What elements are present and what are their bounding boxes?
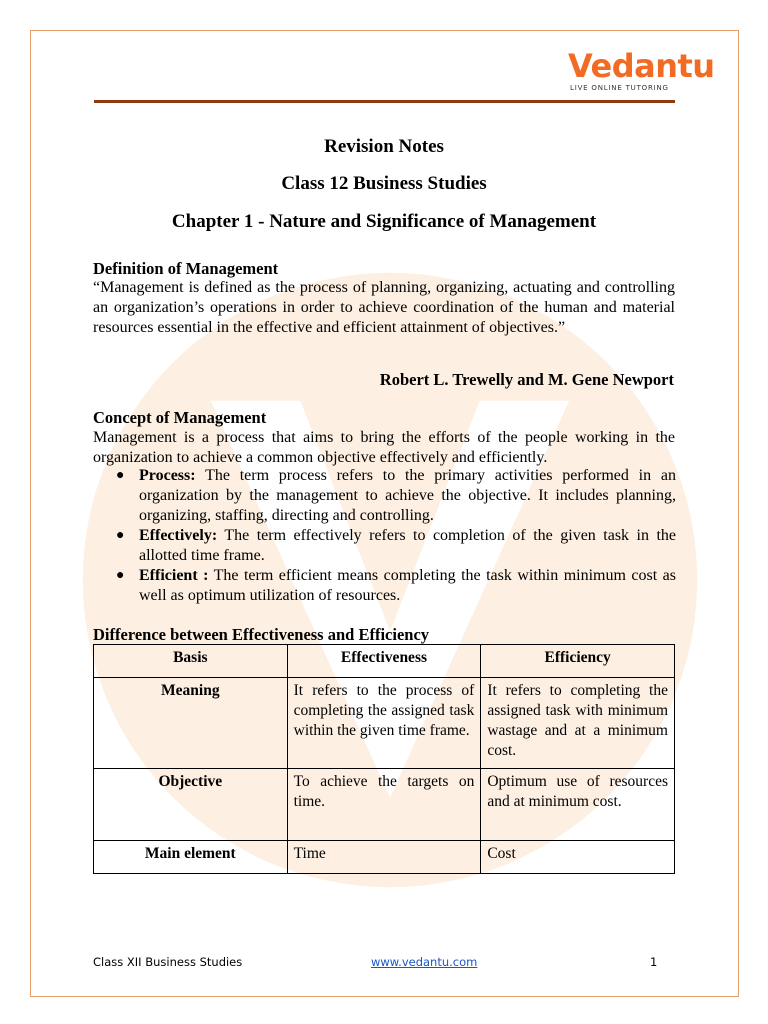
- table-header-cell: Basis: [94, 645, 288, 678]
- table-cell-basis: Main element: [94, 841, 288, 874]
- bullet-icon: ●: [116, 568, 125, 583]
- bullet-icon: ●: [116, 528, 125, 543]
- logo-tagline: LIVE ONLINE TUTORING: [570, 84, 669, 92]
- page-subtitle: Class 12 Business Studies: [281, 173, 487, 194]
- table-header-row: [94, 645, 675, 678]
- header-rule: [94, 100, 675, 103]
- table-header-cell: Efficiency: [481, 645, 675, 678]
- table-row: [94, 841, 675, 874]
- list-item: [116, 466, 676, 526]
- table-cell-basis: Meaning: [94, 678, 288, 769]
- list-item: [116, 526, 676, 566]
- definition-heading: Definition of Management: [93, 259, 279, 278]
- bullet-icon: ●: [116, 468, 125, 483]
- page-title: Revision Notes: [324, 136, 444, 157]
- bullet-text: The term process refers to the primary activities performed in an organization by the management to achieve the objective. It includes planning, organizing, staffing, directing and controlling.: [139, 467, 676, 524]
- difference-table: [93, 644, 675, 874]
- bullet-term: Effectively:: [139, 527, 218, 544]
- table-cell: Time: [287, 841, 481, 874]
- table-row: [94, 678, 675, 769]
- footer-class-label: Class XII Business Studies: [93, 955, 243, 969]
- page-number: 1: [650, 955, 658, 969]
- bullet-text: The term efficient means completing the task within minimum cost as well as optimum utilization of resources.: [139, 567, 676, 604]
- list-item: [116, 566, 676, 606]
- table-cell: It refers to the process of completing the assigned task within the given time frame.: [287, 678, 481, 769]
- difference-heading: Difference between Effectiveness and Efficiency: [93, 625, 430, 644]
- chapter-title: Chapter 1 - Nature and Significance of Management: [171, 211, 597, 232]
- table-row: [94, 769, 675, 841]
- quote-author: Robert L. Trewelly and M. Gene Newport: [379, 370, 674, 389]
- table-cell: Optimum use of resources and at minimum cost.: [481, 769, 675, 841]
- concept-bullet-list: [116, 466, 676, 606]
- concept-heading: Concept of Management: [93, 408, 267, 427]
- bullet-term: Process:: [139, 467, 196, 484]
- concept-intro: Management is a process that aims to bring the efforts of the people working in the organization to achieve a common objective effectively and efficiently.: [93, 429, 675, 466]
- vedantu-logo[interactable]: [560, 46, 715, 96]
- table-cell-basis: Objective: [94, 769, 288, 841]
- footer-website-link[interactable]: www.vedantu.com: [371, 955, 478, 969]
- table-header-cell: Effectiveness: [287, 645, 481, 678]
- table-cell: To achieve the targets on time.: [287, 769, 481, 841]
- bullet-term: Efficient :: [139, 567, 209, 584]
- table-cell: Cost: [481, 841, 675, 874]
- logo-wordmark: Vedantu: [568, 47, 715, 85]
- bullet-text: The term effectively refers to completion of the given task in the allotted time frame.: [139, 527, 676, 564]
- table-cell: It refers to completing the assigned task with minimum wastage and at a minimum cost.: [481, 678, 675, 769]
- definition-quote: “Management is defined as the process of planning, organizing, actuating and controlling an organization’s operations in order to achieve coordination of the human and material resources essential in the effective and efficient attainment of objectives.”: [93, 279, 675, 336]
